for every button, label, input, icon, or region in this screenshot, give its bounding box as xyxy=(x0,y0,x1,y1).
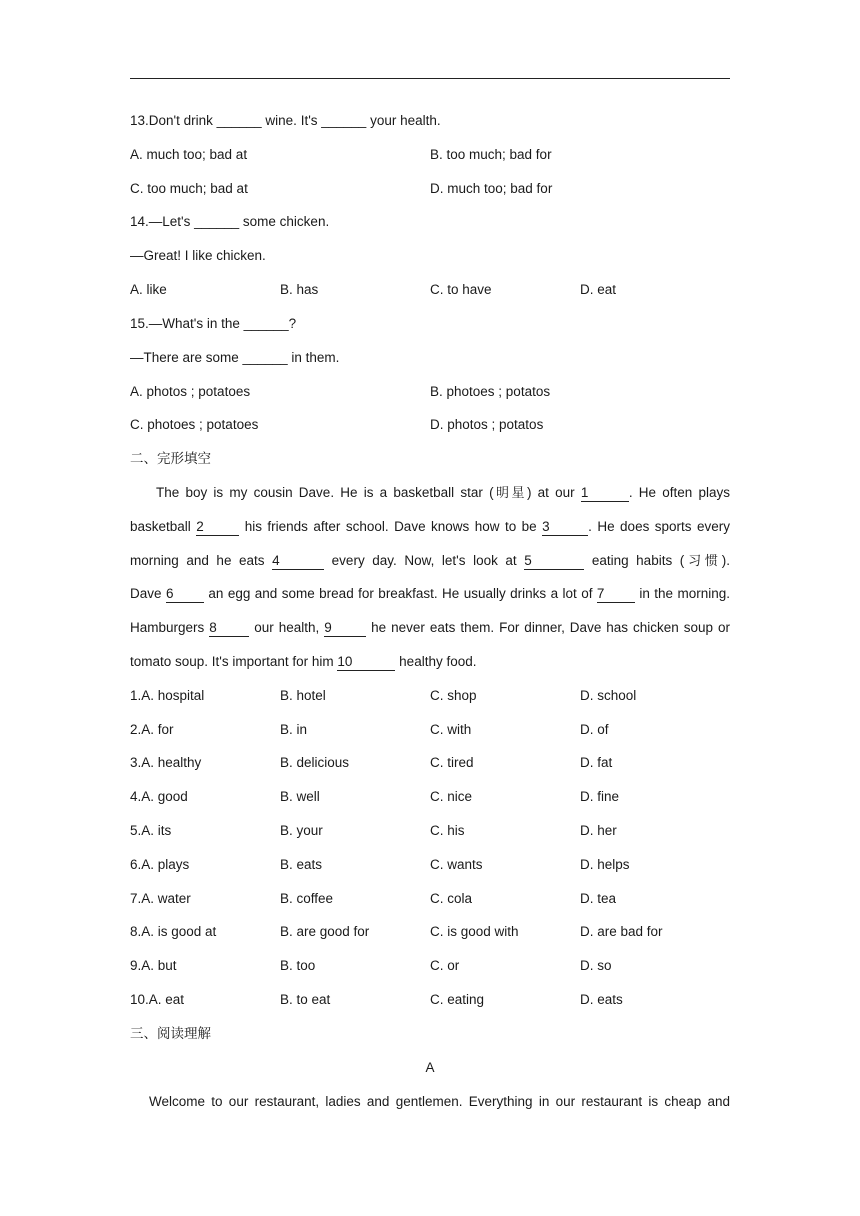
cloze-blank-7: 7 xyxy=(597,586,635,603)
cloze-option: C. cola xyxy=(430,891,473,906)
cloze-blank-2: 2 xyxy=(196,519,239,536)
cloze-option: C. his xyxy=(430,823,465,838)
cloze-blank-10: 10 xyxy=(337,654,395,671)
cloze-option: C. tired xyxy=(430,755,474,770)
cloze-passage-line-5 xyxy=(130,618,730,638)
q13-option-c: C. too much; bad at xyxy=(130,181,248,196)
cloze-text: he never eats them. For dinner, Dave has chicken soup or xyxy=(366,620,731,635)
cloze-option: 3.A. healthy xyxy=(130,755,202,770)
cloze-option: D. school xyxy=(580,688,637,703)
cloze-blank-3: 3 xyxy=(542,519,588,536)
reading-section-heading: 三、阅读理解 xyxy=(130,1026,211,1042)
cloze-text: The boy is my cousin Dave. He is a basketball star ( xyxy=(156,485,494,500)
cloze-text: ) at our xyxy=(526,485,581,500)
q14-option-a: A. like xyxy=(130,282,167,297)
cloze-option: B. in xyxy=(280,722,308,737)
q14-option-c: C. to have xyxy=(430,282,492,297)
cloze-option: D. eats xyxy=(580,992,623,1007)
cloze-option: B. well xyxy=(280,789,320,804)
cloze-option: D. fat xyxy=(580,755,613,770)
cloze-passage-line-4 xyxy=(130,584,730,604)
cloze-option: D. are bad for xyxy=(580,924,663,939)
cloze-option: B. delicious xyxy=(280,755,350,770)
cloze-text: our health, xyxy=(249,620,325,635)
q14-option-d: D. eat xyxy=(580,282,617,297)
cloze-text: his friends after school. Dave knows how to be xyxy=(239,519,543,534)
header-rule xyxy=(130,78,730,79)
cloze-option: 6.A. plays xyxy=(130,857,190,872)
cloze-option: C. shop xyxy=(430,688,477,703)
reading-passage-first-line: Welcome to our restaurant, ladies and gentlemen. Everything in our restaurant is cheap and xyxy=(149,1094,730,1109)
cloze-passage-line-6 xyxy=(130,652,730,672)
cloze-section-heading: 二、完形填空 xyxy=(130,451,211,467)
cloze-text: ). xyxy=(721,553,730,568)
question-15-reply: —There are some ______ in them. xyxy=(130,350,340,365)
reading-passage-label: A xyxy=(425,1060,435,1075)
cloze-text: tomato soup. It's important for him xyxy=(130,654,338,669)
question-15-stem: 15.—What's in the ______? xyxy=(130,316,297,331)
cloze-text: Dave xyxy=(130,586,166,601)
cloze-text: every day. Now, let's look at xyxy=(324,553,525,568)
cloze-text: Hamburgers xyxy=(130,620,210,635)
cloze-option: 7.A. water xyxy=(130,891,191,906)
cloze-option: D. so xyxy=(580,958,612,973)
cloze-blank-1: 1 xyxy=(581,485,629,502)
cloze-option: D. fine xyxy=(580,789,620,804)
cloze-text: in the morning. xyxy=(634,586,730,601)
cloze-passage-line-1 xyxy=(156,483,730,504)
cloze-option: 10.A. eat xyxy=(130,992,185,1007)
cloze-option: B. too xyxy=(280,958,316,973)
cloze-option: 1.A. hospital xyxy=(130,688,205,703)
cloze-blank-9: 9 xyxy=(324,620,366,637)
q15-option-d: D. photos ; potatos xyxy=(430,417,544,432)
cloze-blank-4: 4 xyxy=(272,553,324,570)
q15-option-b: B. photoes ; potatos xyxy=(430,384,551,399)
cloze-option: C. or xyxy=(430,958,460,973)
cloze-option: D. helps xyxy=(580,857,630,872)
cloze-option: B. are good for xyxy=(280,924,370,939)
cloze-text: an egg and some bread for breakfast. He usually drinks a lot of xyxy=(203,586,597,601)
cloze-chinese-gloss: 明星 xyxy=(493,486,527,501)
q15-option-c: C. photoes ; potatoes xyxy=(130,417,259,432)
cloze-blank-5: 5 xyxy=(524,553,584,570)
cloze-passage-line-3 xyxy=(130,551,730,572)
cloze-option: B. coffee xyxy=(280,891,334,906)
cloze-option: C. wants xyxy=(430,857,483,872)
cloze-option: 9.A. but xyxy=(130,958,177,973)
cloze-text: healthy food. xyxy=(395,654,477,669)
cloze-option: 5.A. its xyxy=(130,823,172,838)
cloze-option: C. eating xyxy=(430,992,485,1007)
cloze-chinese-gloss: 习惯 xyxy=(684,554,722,569)
cloze-option: B. your xyxy=(280,823,323,838)
cloze-passage-line-2 xyxy=(130,517,730,537)
cloze-option: B. eats xyxy=(280,857,323,872)
cloze-option: D. of xyxy=(580,722,609,737)
cloze-option: B. hotel xyxy=(280,688,326,703)
cloze-option: 2.A. for xyxy=(130,722,174,737)
cloze-option: C. with xyxy=(430,722,472,737)
question-13-stem: 13.Don't drink ______ wine. It's ______ your health. xyxy=(130,113,441,128)
q14-option-b: B. has xyxy=(280,282,319,297)
cloze-blank-6: 6 xyxy=(166,586,204,603)
cloze-text: . He often plays xyxy=(628,485,730,500)
cloze-text: . He does sports every xyxy=(588,519,730,534)
cloze-text: basketball xyxy=(130,519,197,534)
cloze-option: C. nice xyxy=(430,789,473,804)
question-14-reply: —Great! I like chicken. xyxy=(130,248,266,263)
question-14-stem: 14.—Let's ______ some chicken. xyxy=(130,214,330,229)
q13-option-b: B. too much; bad for xyxy=(430,147,552,162)
cloze-text: morning and he eats xyxy=(130,553,273,568)
cloze-option: D. tea xyxy=(580,891,617,906)
cloze-option: C. is good with xyxy=(430,924,519,939)
q15-option-a: A. photos ; potatoes xyxy=(130,384,251,399)
cloze-text: eating habits ( xyxy=(584,553,685,568)
cloze-option: 4.A. good xyxy=(130,789,188,804)
cloze-option: 8.A. is good at xyxy=(130,924,217,939)
cloze-blank-8: 8 xyxy=(209,620,249,637)
q13-option-d: D. much too; bad for xyxy=(430,181,553,196)
cloze-option: D. her xyxy=(580,823,617,838)
cloze-option: B. to eat xyxy=(280,992,331,1007)
q13-option-a: A. much too; bad at xyxy=(130,147,248,162)
